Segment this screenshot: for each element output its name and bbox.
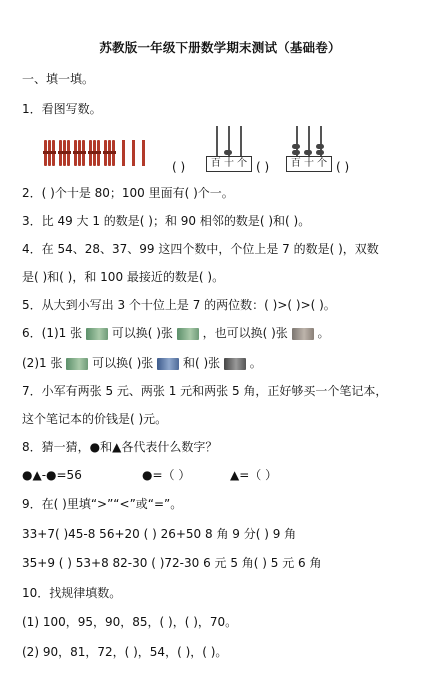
question-10-label: 10．找规律填数。 (22, 586, 122, 600)
q6b-text-1: (2)1 张 (22, 356, 63, 370)
question-4-line-1: 4．在 54、28、37、99 这四个数中，个位上是 7 的数是( )，双数 (22, 242, 379, 256)
question-9-row-1: 33+7( )45-8 56+20 ( ) 26+50 8 角 9 分( ) 9 角 (22, 527, 297, 541)
stick-bundle (59, 140, 70, 166)
banknote-image (224, 358, 246, 370)
q6a-text-3: ，也可以换( )张 (202, 326, 288, 340)
answer-blank-b[interactable]: ( ) (256, 160, 270, 174)
banknote-image (86, 328, 108, 340)
question-6-part-1 (22, 326, 329, 340)
banknote-image (292, 328, 314, 340)
stick-bundle (89, 140, 100, 166)
question-8-equation: ●▲-●=56 (22, 468, 82, 482)
q6a-text-1: 6．(1)1 张 (22, 326, 83, 340)
banknote-image (66, 358, 88, 370)
q6a-text-2: 可以换( )张 (111, 326, 173, 340)
question-6-part-2 (22, 356, 262, 370)
question-1-label: 1．看图写数。 (22, 102, 102, 116)
abacus-label: 百 十 个 (286, 156, 332, 172)
question-7-line-1: 7．小军有两张 5 元、两张 1 元和两张 5 角，正好够买一个笔记本， (22, 384, 388, 398)
abacus-image-2 (286, 126, 332, 172)
question-9-label: 9．在( )里填“>”“<”或“=”。 (22, 497, 183, 511)
answer-blank-a[interactable]: ( ) (172, 160, 186, 174)
question-8-label: 8．猜一猜，●和▲各代表什么数字？ (22, 440, 218, 454)
single-stick (122, 140, 125, 166)
question-2: 2．( )个十是 80；100 里面有( )个一。 (22, 186, 234, 200)
abacus-label: 百 十 个 (206, 156, 252, 172)
question-7-line-2: 这个笔记本的价钱是( )元。 (22, 412, 168, 426)
question-3: 3．比 49 大 1 的数是( )；和 90 相邻的数是( )和( )。 (22, 214, 311, 228)
question-8-circle-answer: ●=（ ） (142, 468, 191, 482)
q6a-text-4: 。 (317, 326, 330, 340)
q6b-text-4: 。 (249, 356, 262, 370)
abacus-image-1 (206, 126, 252, 172)
stick-bundle (44, 140, 55, 166)
stick-bundle (74, 140, 85, 166)
question-5: 5．从大到小写出 3 个十位上是 7 的两位数：( )>( )>( )。 (22, 298, 336, 312)
section-heading: 一、填一填。 (22, 72, 95, 86)
single-stick (142, 140, 145, 166)
answer-blank-c[interactable]: ( ) (336, 160, 350, 174)
question-10-row-2: (2) 90，81，72，( )，54，( )，( )。 (22, 645, 228, 659)
stick-bundles-image (44, 140, 145, 166)
page-title: 苏教版一年级下册数学期末测试（基础卷） (99, 40, 341, 55)
question-9-row-2: 35+9 ( ) 53+8 82-30 ( )72-30 6 元 5 角( ) 5 元 6 角 (22, 556, 322, 570)
question-4-line-2: 是( )和( )，和 100 最接近的数是( )。 (22, 270, 225, 284)
q6b-text-2: 可以换( )张 (92, 356, 154, 370)
banknote-image (177, 328, 199, 340)
banknote-image (157, 358, 179, 370)
q6b-text-3: 和( )张 (182, 356, 221, 370)
single-stick (132, 140, 135, 166)
question-10-row-1: (1) 100，95，90，85，( )，( )，70。 (22, 615, 238, 629)
question-8-triangle-answer: ▲=（ ） (230, 468, 278, 482)
stick-bundle (104, 140, 115, 166)
